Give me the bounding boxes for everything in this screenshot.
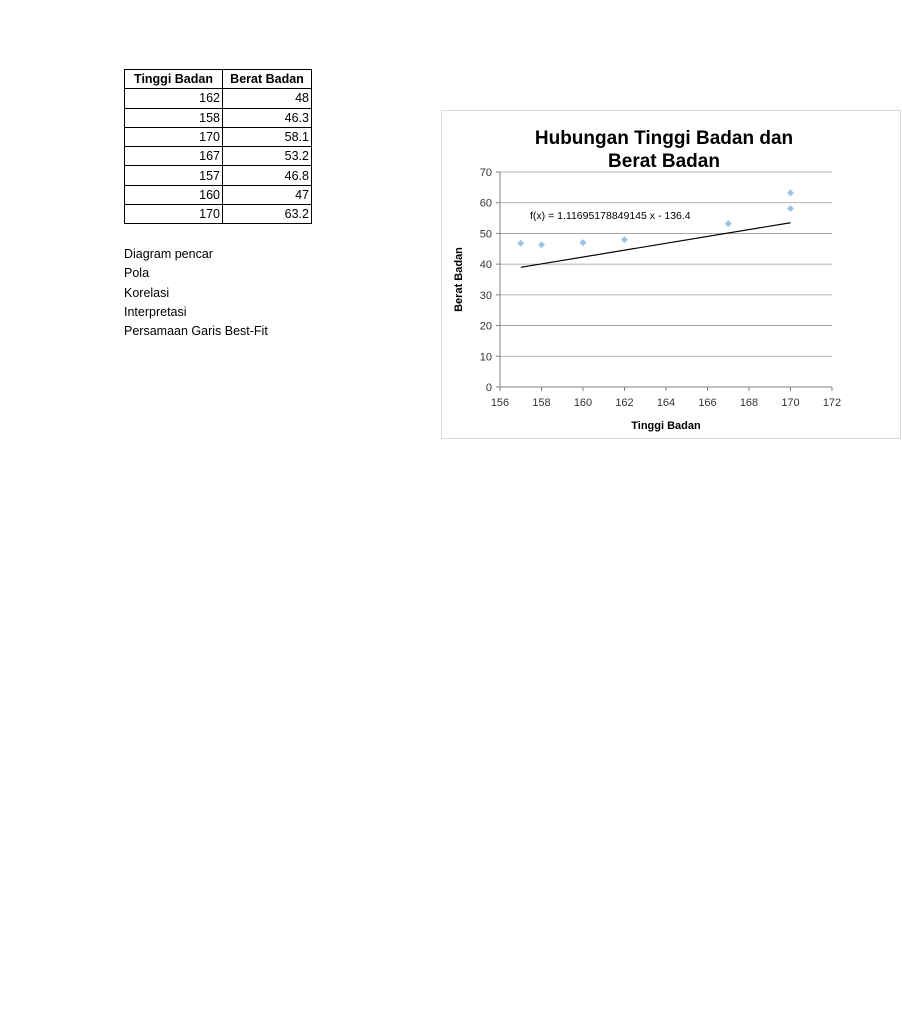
cell-berat[interactable]: 53.2	[223, 147, 312, 166]
x-tick-label: 172	[822, 397, 842, 409]
note-persamaan-garis: Persamaan Garis Best-Fit	[124, 324, 268, 339]
data-point	[725, 220, 732, 227]
y-tick-label: 10	[479, 351, 492, 364]
y-tick-label: 50	[479, 228, 492, 241]
y-tick-label: 30	[479, 289, 492, 302]
cell-tinggi[interactable]: 160	[125, 185, 223, 204]
table-row	[125, 147, 312, 166]
note-korelasi: Korelasi	[124, 285, 170, 300]
x-tick-label: 162	[615, 397, 634, 409]
header-tinggi-badan: Tinggi Badan	[125, 70, 223, 89]
data-point	[538, 241, 545, 248]
table-row	[125, 89, 312, 108]
table-row	[125, 108, 312, 127]
data-table	[124, 69, 312, 224]
cell-tinggi[interactable]: 167	[125, 147, 223, 166]
x-tick-label: 156	[490, 397, 510, 409]
x-tick-label: 166	[698, 397, 717, 409]
x-tick-label: 158	[532, 397, 551, 409]
y-axis-title: Berat Badan	[453, 247, 465, 312]
data-point	[621, 236, 628, 243]
cell-berat[interactable]: 47	[223, 185, 312, 204]
cell-berat[interactable]: 46.3	[223, 108, 312, 127]
y-tick-label: 70	[479, 167, 492, 179]
x-tick-label: 164	[656, 397, 676, 409]
x-tick-label: 170	[781, 397, 800, 409]
trendline	[521, 223, 791, 268]
y-tick-label: 40	[479, 259, 492, 272]
table-row	[125, 185, 312, 204]
y-tick-label: 20	[479, 320, 492, 333]
y-tick-label: 60	[479, 197, 492, 210]
note-pola: Pola	[124, 266, 150, 281]
x-tick-label: 168	[739, 397, 759, 409]
plot-area	[442, 111, 902, 440]
chart-title-line-2: Berat Badan	[608, 151, 720, 172]
cell-tinggi[interactable]: 162	[125, 89, 223, 108]
cell-tinggi[interactable]: 170	[125, 127, 223, 146]
cell-berat[interactable]: 63.2	[223, 205, 312, 224]
cell-berat[interactable]: 46.8	[223, 166, 312, 185]
trendline-equation: f(x) = 1.11695178849145 x - 136.4	[530, 210, 691, 222]
table-row	[125, 205, 312, 224]
table-header-row	[125, 70, 312, 89]
notes-list	[124, 245, 268, 341]
note-interpretasi: Interpretasi	[124, 304, 187, 319]
table-row	[125, 166, 312, 185]
data-point	[787, 189, 794, 196]
note-diagram-pencar: Diagram pencar	[124, 247, 213, 261]
x-axis-title: Tinggi Badan	[631, 420, 701, 432]
table-row	[125, 127, 312, 146]
cell-berat[interactable]: 48	[223, 89, 312, 108]
data-point	[787, 205, 794, 212]
cell-berat[interactable]: 58.1	[223, 127, 312, 146]
scatter-chart[interactable]	[441, 110, 901, 439]
cell-tinggi[interactable]: 158	[125, 108, 223, 127]
data-point	[517, 240, 524, 247]
chart-viewport	[441, 110, 842, 440]
header-berat-badan: Berat Badan	[223, 70, 312, 89]
x-tick-label: 160	[573, 397, 593, 409]
cell-tinggi[interactable]: 170	[125, 205, 223, 224]
y-tick-label: 0	[485, 382, 492, 394]
cell-tinggi[interactable]: 157	[125, 166, 223, 185]
data-point	[580, 239, 587, 246]
chart-title-line-1: Hubungan Tinggi Badan dan	[534, 128, 794, 149]
